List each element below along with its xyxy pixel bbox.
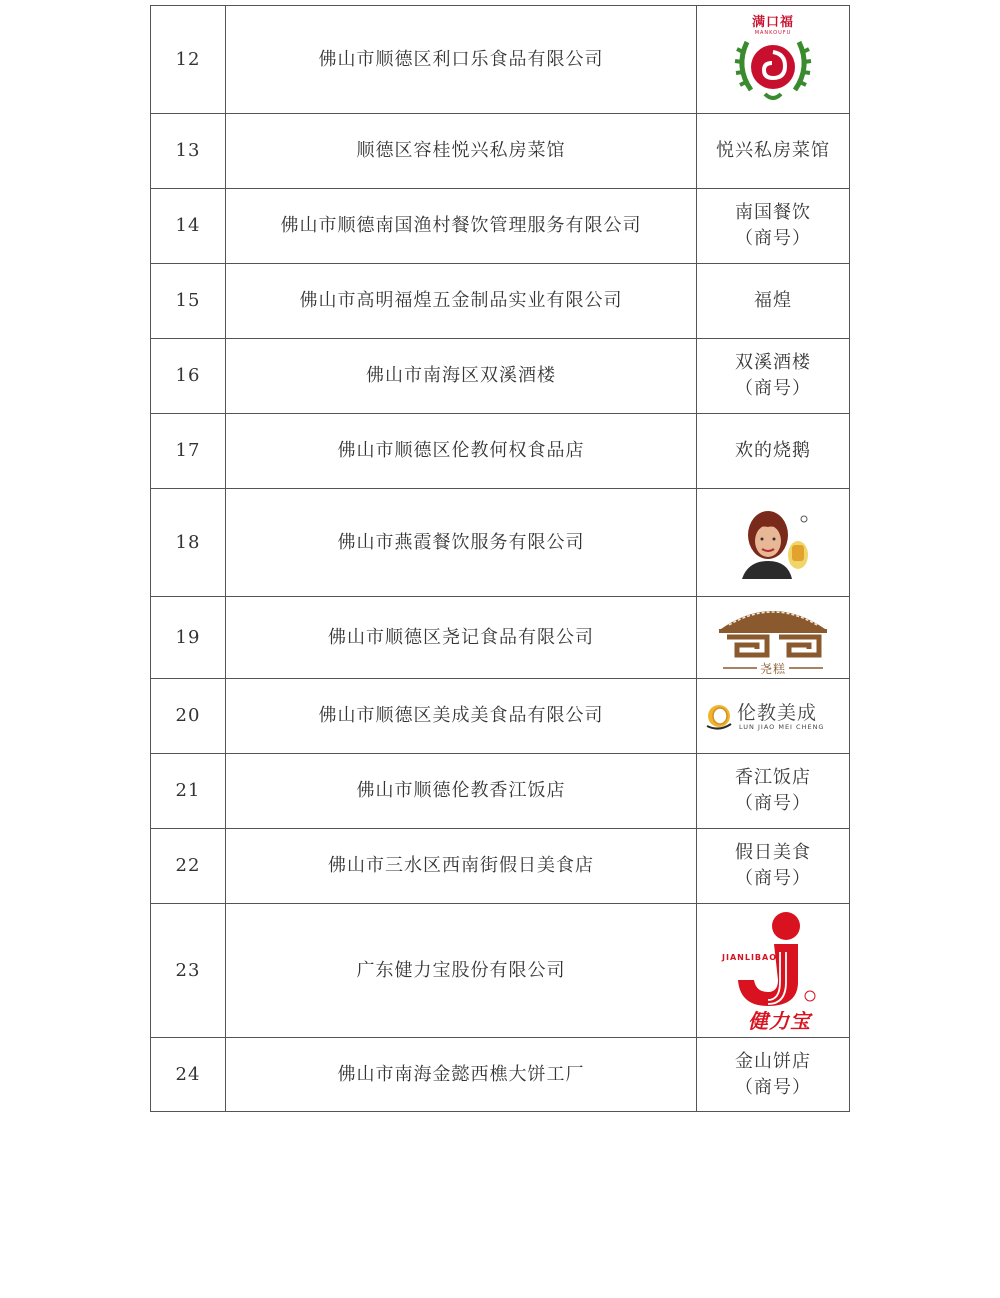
row-number: 15 <box>151 264 226 339</box>
brand-name: 金山饼店 <box>735 1050 811 1072</box>
row-number: 21 <box>151 754 226 829</box>
company-name: 佛山市顺德区伦教何权食品店 <box>226 414 697 489</box>
brand-name: 悦兴私房菜馆 <box>716 140 830 161</box>
logo-text: 尧糕 <box>759 661 787 676</box>
brand-name: 欢的烧鹅 <box>735 440 811 461</box>
table-row <box>151 264 850 339</box>
company-name: 佛山市顺德南国渔村餐饮管理服务有限公司 <box>226 189 697 264</box>
table-row <box>151 679 850 754</box>
table-row <box>151 597 850 679</box>
row-number: 20 <box>151 679 226 754</box>
table-row <box>151 414 850 489</box>
logo-subtext: JIANLIBAO <box>722 952 778 962</box>
logo-subtext: MANKOUFU <box>754 29 792 36</box>
row-number: 13 <box>151 114 226 189</box>
row-number: 19 <box>151 597 226 679</box>
row-number: 23 <box>151 904 226 1038</box>
brand-cell <box>697 114 850 189</box>
table-row <box>151 6 850 114</box>
brand-cell <box>697 597 850 679</box>
brand-cell <box>697 264 850 339</box>
table-row <box>151 754 850 829</box>
company-name: 佛山市顺德区尧记食品有限公司 <box>226 597 697 679</box>
pavilion-logo-icon <box>713 599 833 677</box>
brand-table <box>150 5 850 1112</box>
row-number: 24 <box>151 1038 226 1112</box>
brand-note: （商号） <box>735 868 811 889</box>
table-row <box>151 339 850 414</box>
logo-text: 满口福 <box>751 14 795 30</box>
brand-cell <box>697 189 850 264</box>
brand-note: （商号） <box>735 793 811 814</box>
company-name: 佛山市南海金懿西樵大饼工厂 <box>226 1038 697 1112</box>
mankoufu-logo-icon <box>725 12 821 108</box>
company-name: 佛山市南海区双溪酒楼 <box>226 339 697 414</box>
company-name: 广东健力宝股份有限公司 <box>226 904 697 1038</box>
brand-cell <box>697 829 850 904</box>
company-name: 佛山市燕霞餐饮服务有限公司 <box>226 489 697 597</box>
logo-text: 健力宝 <box>748 1008 811 1033</box>
row-number: 17 <box>151 414 226 489</box>
logo-subtext: LUN JIAO MEI CHENG <box>739 723 825 731</box>
logo-text: 伦教美成 <box>737 702 818 724</box>
brand-cell <box>697 679 850 754</box>
brand-cell <box>697 339 850 414</box>
brand-cell <box>697 489 850 597</box>
table-row <box>151 904 850 1038</box>
row-number: 16 <box>151 339 226 414</box>
row-number: 14 <box>151 189 226 264</box>
portrait-logo-icon <box>728 505 818 581</box>
brand-cell <box>697 904 850 1038</box>
brand-name: 双溪酒楼 <box>735 352 811 373</box>
row-number: 18 <box>151 489 226 597</box>
brand-note: （商号） <box>735 1076 811 1098</box>
brand-name: 南国餐饮 <box>735 202 811 223</box>
table-row <box>151 1038 850 1112</box>
brand-cell <box>697 414 850 489</box>
table-row <box>151 489 850 597</box>
brand-cell <box>697 6 850 114</box>
jianlibao-logo-icon <box>718 908 828 1034</box>
brand-note: （商号） <box>735 378 811 399</box>
row-number: 22 <box>151 829 226 904</box>
company-name: 顺德区容桂悦兴私房菜馆 <box>226 114 697 189</box>
table-row <box>151 114 850 189</box>
company-name: 佛山市三水区西南街假日美食店 <box>226 829 697 904</box>
company-name: 佛山市顺德区美成美食品有限公司 <box>226 679 697 754</box>
row-number: 12 <box>151 6 226 114</box>
company-name: 佛山市顺德伦教香江饭店 <box>226 754 697 829</box>
brand-cell <box>697 754 850 829</box>
brand-name: 香江饭店 <box>735 767 811 788</box>
brand-note: （商号） <box>735 228 811 249</box>
company-name: 佛山市高明福煌五金制品实业有限公司 <box>226 264 697 339</box>
brand-name: 福煌 <box>754 290 792 311</box>
lunjiao-meicheng-logo-icon <box>703 696 843 736</box>
brand-name: 假日美食 <box>735 842 811 863</box>
company-name: 佛山市顺德区利口乐食品有限公司 <box>226 6 697 114</box>
table-row <box>151 189 850 264</box>
table-row <box>151 829 850 904</box>
brand-cell <box>697 1038 850 1112</box>
